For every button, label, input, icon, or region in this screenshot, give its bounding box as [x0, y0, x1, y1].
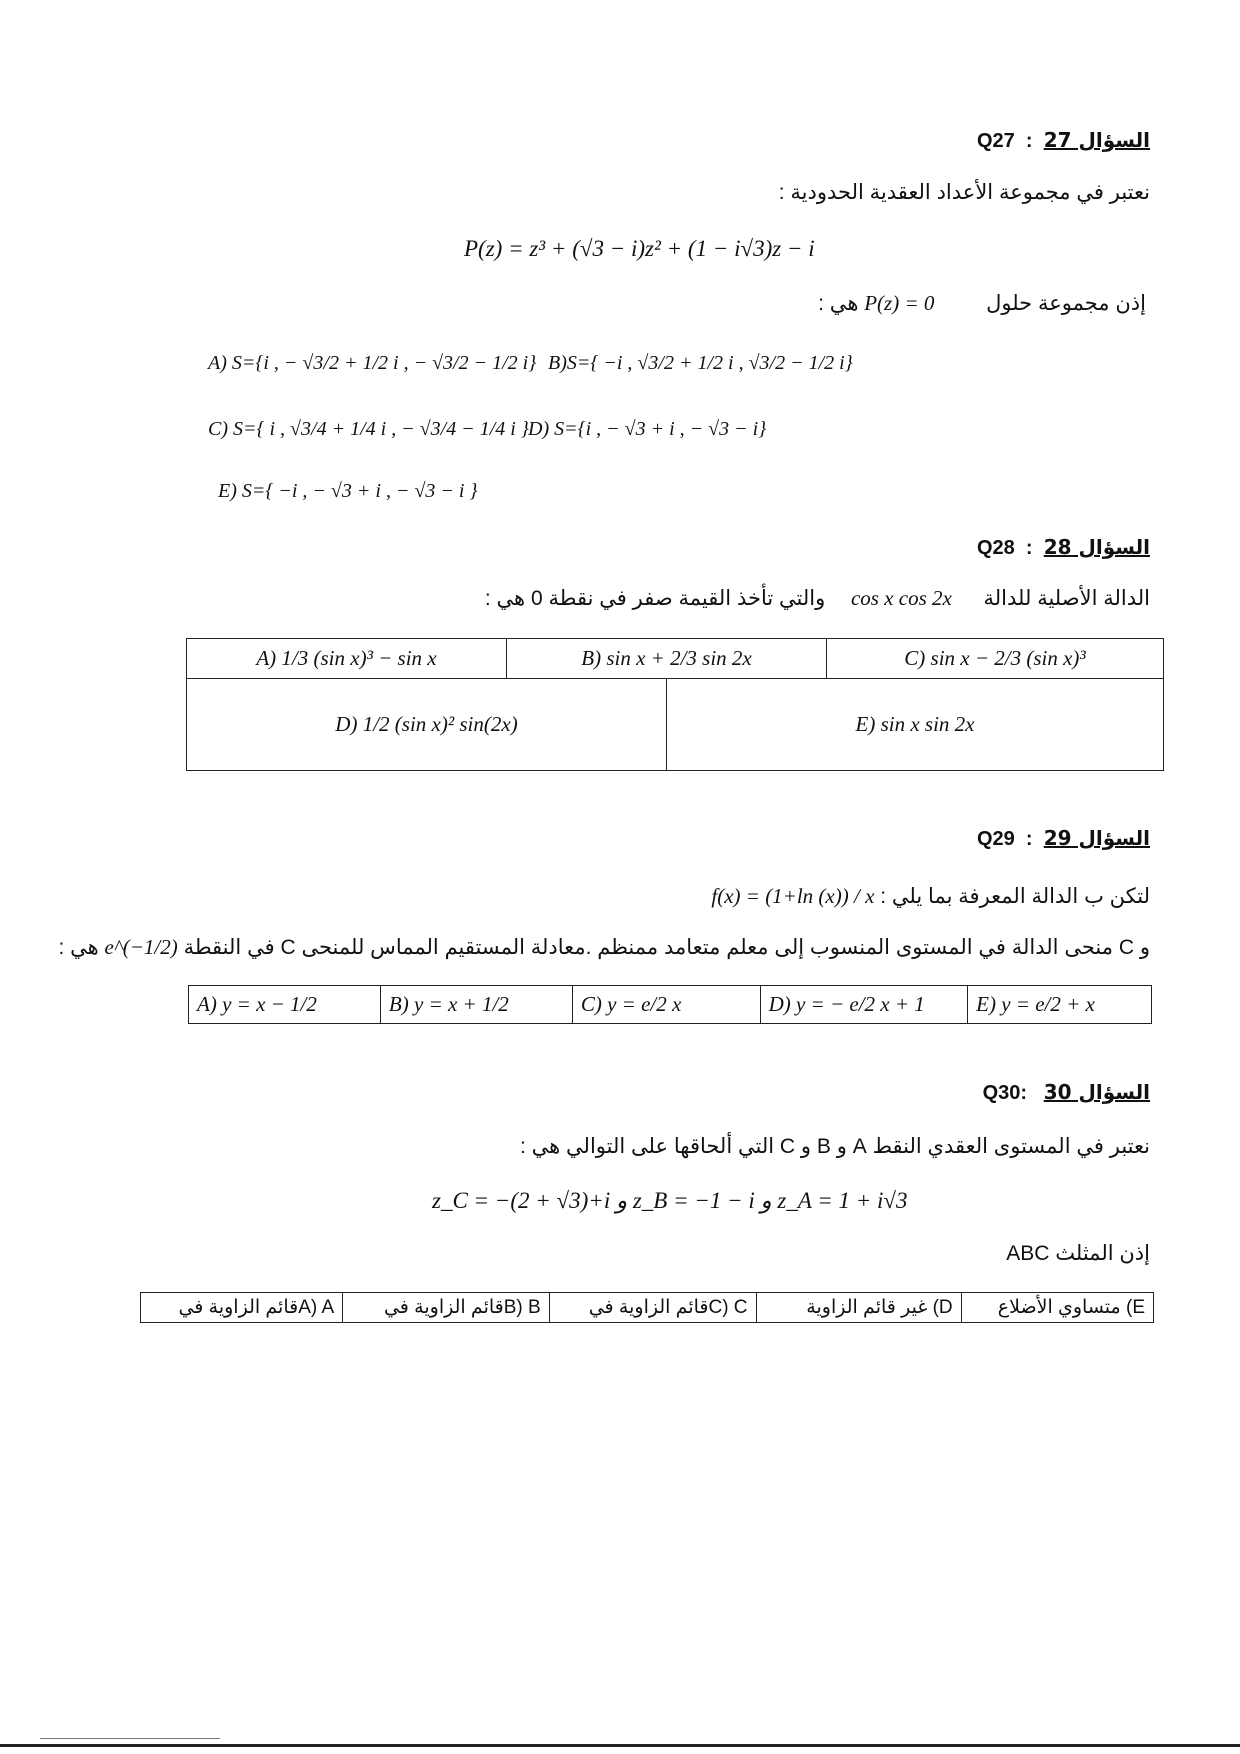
- q29-line1-math: f(x) = (1+ln (x)) / x: [711, 884, 875, 908]
- q29-option-b[interactable]: [380, 986, 572, 1024]
- q28-option-b[interactable]: [507, 639, 827, 679]
- q30-intro: نعتبر في المستوى العقدي النقط A و B و C التي ألحاقها على التوالي هي :: [519, 1135, 1150, 1158]
- q28-option-e[interactable]: [667, 679, 1164, 771]
- q29-option-c-text: C) y = e/2 x: [580, 992, 682, 1016]
- q27-option-e-text: E) S={ −i , − √3 + i , − √3 − i }: [218, 480, 478, 502]
- q27-heading: Q27 : السؤال 27: [977, 128, 1150, 152]
- q29-line2-ar: و C منحى الدالة في المستوى المنسوب إلى معلم متعامد ممنظم .معادلة المستقيم المماس للمنحى C في النقطة: [183, 936, 1150, 959]
- q29-line2-math: e^(−1/2): [104, 935, 178, 959]
- q30-heading-ar: السؤال 30: [1043, 1080, 1150, 1104]
- q29-option-a[interactable]: [189, 986, 381, 1024]
- q28-question-ar-right: الدالة الأصلية للدالة: [983, 587, 1150, 610]
- q27-question-ar-right: إذن مجموعة حلول: [986, 292, 1146, 315]
- q28-question-ar-left: والتي تأخذ القيمة صفر في نقطة 0 هي :: [484, 587, 826, 610]
- q29-option-e-text: E) y = e/2 + x: [976, 992, 1095, 1016]
- q28-option-d-text: D) 1/2 (sin x)² sin(2x): [335, 712, 518, 736]
- q28-option-a-text: A) 1/3 (sin x)³ − sin x: [256, 646, 437, 670]
- q29-option-b-text: B) y = x + 1/2: [388, 992, 509, 1016]
- q28-heading-ar: السؤال 28: [1043, 535, 1150, 559]
- q29-line1: [711, 884, 1150, 909]
- q29-line2-end: هي :: [58, 936, 99, 959]
- q27-question-ar-left: هي :: [818, 292, 859, 315]
- q29-heading-code: Q29: [977, 828, 1015, 850]
- q27-question-math: P(z) = 0: [864, 291, 935, 315]
- q27-intro: نعتبر في مجموعة الأعداد العقدية الحدودية :: [778, 181, 1150, 204]
- q29-options-table: [188, 985, 1152, 1024]
- q27-option-a-text: A) S={i , − √3/2 + 1/2 i , − √3/2 − 1/2 i}: [208, 352, 537, 374]
- q30-conclusion-code: ABC: [1006, 1242, 1050, 1265]
- q27-option-a[interactable]: [208, 352, 536, 375]
- q27-option-d-text: D) S={i , − √3 + i , − √3 − i}: [528, 418, 767, 440]
- q29-option-a-text: A) y = x − 1/2: [197, 992, 317, 1016]
- q27-option-b-text: B)S={ −i , √3/2 + 1/2 i , √3/2 − 1/2 i}: [548, 352, 853, 374]
- q28-option-e-text: E) sin x sin 2x: [855, 712, 975, 736]
- q28-heading: Q28 : السؤال 28: [977, 535, 1150, 559]
- q28-option-b-text: B) sin x + 2/3 sin 2x: [581, 646, 752, 670]
- q29-heading: Q29 : السؤال 29: [977, 826, 1150, 850]
- q28-option-a[interactable]: [187, 639, 507, 679]
- q29-option-e[interactable]: [968, 986, 1152, 1024]
- q27-option-e[interactable]: [218, 480, 477, 503]
- q28-options-table: [186, 638, 1164, 771]
- q30-equation-text: z_C = −(2 + √3)+i و z_B = −1 − i و z_A = 1 + i√3: [432, 1188, 908, 1213]
- q28-option-c[interactable]: [827, 639, 1164, 679]
- q29-heading-ar: السؤال 29: [1043, 826, 1150, 850]
- q27-heading-ar: السؤال 27: [1043, 128, 1150, 152]
- q30-option-d[interactable]: [756, 1293, 961, 1323]
- q30-option-c[interactable]: [549, 1293, 756, 1323]
- q27-equation-text: P(z) = z³ + (√3 − i)z² + (1 − i√3)z − i: [464, 236, 815, 261]
- q27-option-d[interactable]: [528, 418, 766, 441]
- q30-option-b[interactable]: [343, 1293, 550, 1323]
- q30-option-d-text: D) غير قائم الزاوية: [806, 1297, 953, 1318]
- q30-heading-code: Q30:: [982, 1082, 1028, 1104]
- q30-option-a[interactable]: [141, 1293, 343, 1323]
- q27-heading-code: Q27: [977, 130, 1015, 152]
- q30-heading: [983, 1080, 1150, 1105]
- q28-option-c-text: C) sin x − 2/3 (sin x)³: [904, 646, 1086, 670]
- q30-option-c-text: C) Cقائم الزاوية في: [588, 1297, 748, 1318]
- q27-equation: [464, 236, 815, 262]
- q30-conclusion: [1006, 1241, 1150, 1266]
- q28-question-math: cos x cos 2x: [850, 586, 952, 610]
- page-bottom-rule: [0, 1744, 1240, 1747]
- q27-option-c-text: C) S={ i , √3/4 + 1/4 i , − √3/4 − 1/4 i }: [208, 418, 529, 440]
- q30-conclusion-ar: إذن المثلث: [1055, 1242, 1150, 1265]
- q27-question: [818, 291, 1146, 316]
- q28-option-d[interactable]: [187, 679, 667, 771]
- q29-line2: [58, 935, 1150, 960]
- q30-options-table: [140, 1292, 1154, 1323]
- q28-heading-code: Q28: [977, 537, 1015, 559]
- q30-option-e[interactable]: [961, 1293, 1153, 1323]
- q30-option-a-text: A) Aقائم الزاوية في: [178, 1297, 335, 1318]
- q30-equation: [432, 1188, 908, 1214]
- q30-option-b-text: B) Bقائم الزاوية في: [383, 1297, 541, 1318]
- q29-option-d-text: D) y = − e/2 x + 1: [768, 992, 925, 1016]
- q29-line1-ar: لتكن ب الدالة المعرفة بما يلي :: [880, 885, 1150, 908]
- q29-option-d[interactable]: [760, 986, 968, 1024]
- q27-option-b[interactable]: [548, 352, 853, 375]
- q27-option-c[interactable]: [208, 418, 529, 441]
- q28-question: [485, 586, 1150, 611]
- page-bottom-rule-faint: [40, 1738, 220, 1739]
- q30-option-e-text: E) متساوي الأضلاع: [997, 1297, 1145, 1318]
- q29-option-c[interactable]: [572, 986, 760, 1024]
